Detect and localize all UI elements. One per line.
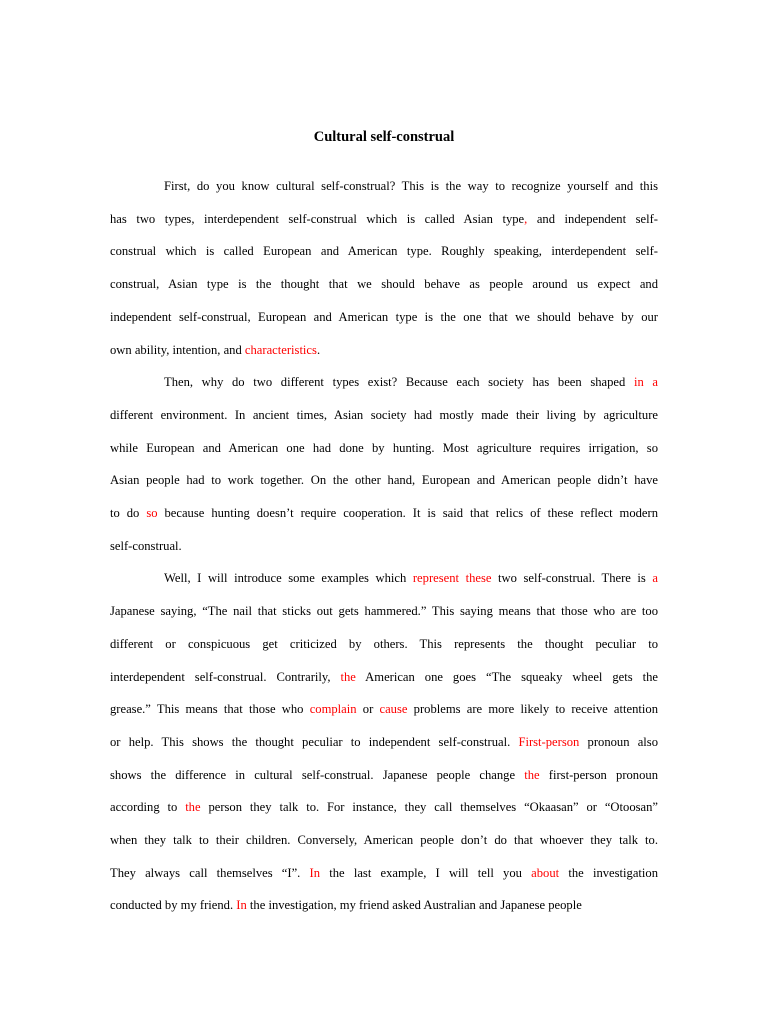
text-line [110,464,658,497]
text-run: problems are more likely to receive attention [407,702,658,717]
text-run: They always call themselves “I”. [110,865,310,880]
edited-text: In [309,865,321,880]
document-body [110,170,658,922]
text-line [110,562,658,595]
text-line [110,268,658,301]
text-run: pronoun also [579,734,658,749]
text-run: person they talk to. For instance, they call themselves “Okaasan” or “Otoosan” [200,800,658,815]
edited-text: characteristics [244,342,317,357]
edited-text: a [652,571,658,586]
text-line [110,824,658,857]
edited-text: complain [309,702,357,717]
text-line [110,791,658,824]
text-run: two self-construal. There is [491,571,653,586]
text-run: because hunting doesn’t require cooperation. It is said that relics of these reflect modern [157,506,659,521]
text-line [110,399,658,432]
text-run: Then, why do two different types exist? Because each society has been shaped [164,375,634,390]
text-run: self-construal. [110,538,182,553]
edited-text: In [236,898,247,913]
edited-text: represent these [412,571,492,586]
text-line [110,661,658,694]
text-line [110,366,658,399]
text-run: while European and American one had done by hunting. Most agriculture requires irrigation, so [110,440,658,455]
text-run: Well, I will introduce some examples which [164,571,413,586]
text-run: the investigation [559,865,658,880]
page-title: Cultural self-construal [313,129,455,145]
text-run: different environment. In ancient times, Asian society had mostly made their living by agriculture [110,407,658,422]
text-line [110,628,658,661]
paragraph-2 [110,366,658,562]
text-line [110,235,658,268]
text-run: construal, Asian type is the thought that we should behave as people around us expect and [110,277,658,292]
edited-text: the [524,767,540,782]
paragraph-1 [110,170,658,366]
text-run: or help. This shows the thought peculiar to independent self-construal. [110,734,519,749]
text-run: grease.” This means that those who [110,702,310,717]
text-run: American one goes “The squeaky wheel gets the [355,669,659,684]
text-run: different or conspicuous get criticized by others. This represents the thought peculiar to [110,636,658,651]
text-line [110,203,658,236]
edited-text: , [524,211,528,226]
text-run: according to [110,800,186,815]
text-run: construal which is called European and American type. Roughly speaking, interdependent self- [110,244,658,259]
text-run: has two types, interdependent self-construal which is called Asian type [110,211,525,226]
text-line [110,595,658,628]
text-run: to do [110,506,147,521]
text-line [110,726,658,759]
text-line [110,334,658,367]
text-line [110,530,658,563]
text-line [110,857,658,890]
text-line [110,497,658,530]
text-run: Asian people had to work together. On the other hand, European and American people didn’t have [110,473,658,488]
text-run: Japanese saying, “The nail that sticks out gets hammered.” This saying means that those who are too [110,604,658,619]
text-run: conducted by my friend. [110,898,237,913]
paragraph-3 [110,562,658,922]
text-run: the investigation, my friend asked Australian and Japanese people [246,898,582,913]
text-line [110,301,658,334]
text-line [110,693,658,726]
text-run: First, do you know cultural self-construal? This is the way to recognize yourself and this [164,179,658,193]
text-run: first-person pronoun [539,767,658,782]
text-line [110,889,658,922]
text-run: independent self-construal, European and American type is the one that we should behave by our [110,309,658,324]
text-line [110,170,658,203]
text-run: . [316,342,321,357]
edited-text: so [146,506,158,521]
text-run: the last example, I will tell you [320,865,532,880]
edited-text: the [340,669,356,684]
edited-text: the [185,800,201,815]
edited-text: First-person [518,734,580,749]
text-run: or [356,702,380,717]
text-line [110,759,658,792]
text-run: interdependent self-construal. Contrarily, [110,669,341,684]
text-run: when they talk to their children. Conversely, American people don’t do that whoever they talk to. [110,833,658,848]
text-run: shows the difference in cultural self-construal. Japanese people change [110,767,525,782]
edited-text: in a [633,375,658,390]
edited-text: cause [379,702,408,717]
text-line [110,432,658,465]
text-run: own ability, intention, and [110,342,245,357]
edited-text: about [531,865,560,880]
text-run: and independent self- [527,211,658,226]
